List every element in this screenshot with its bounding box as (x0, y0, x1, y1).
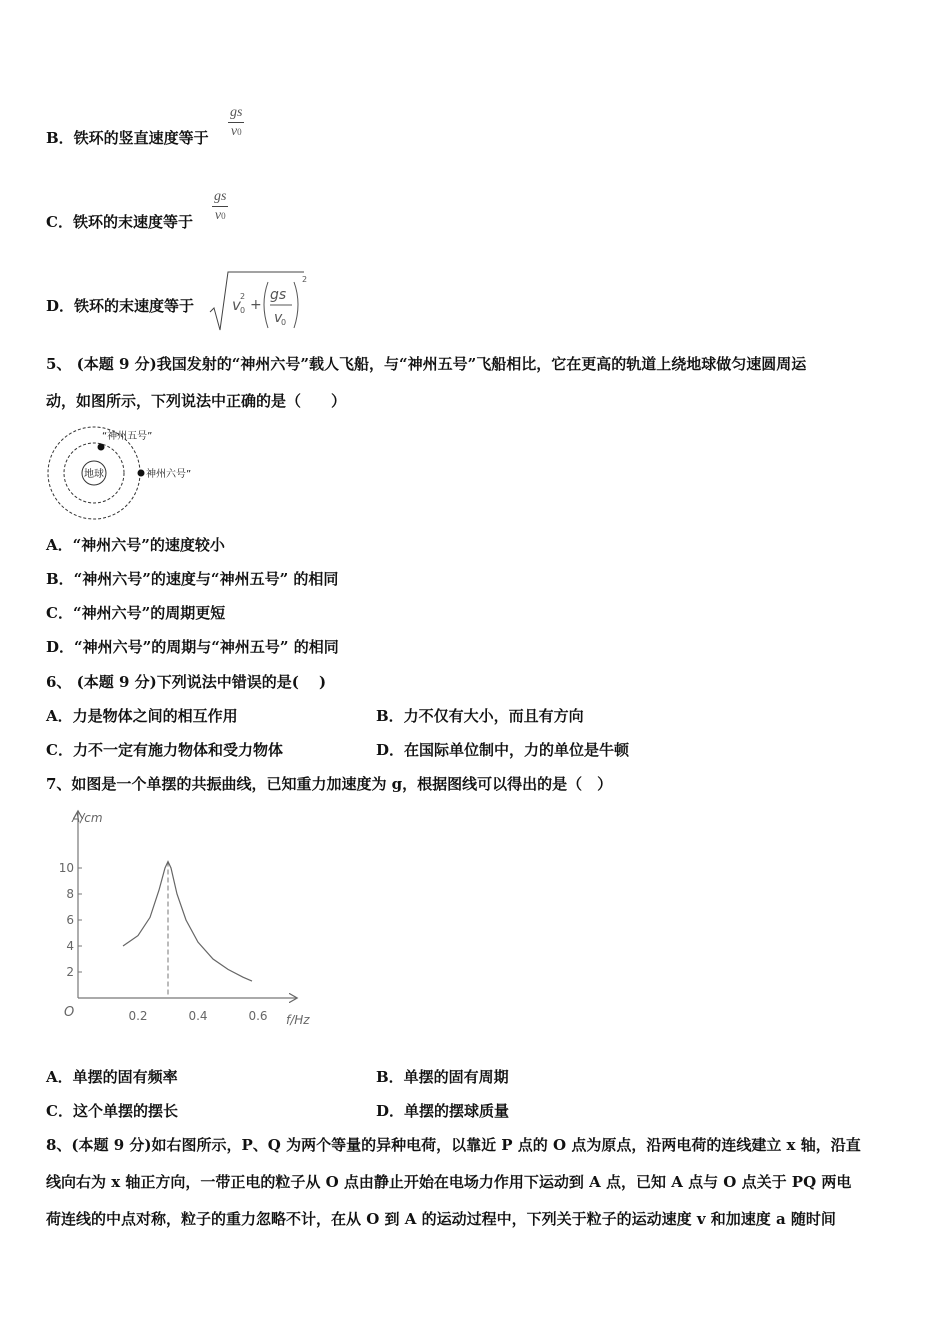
q6-option-a: A．力是物体之间的相互作用 (46, 707, 238, 725)
shenzhou5-label: “神州五号” (102, 431, 153, 442)
inner-frac-num: gs (270, 287, 287, 303)
outer-sup: 2 (302, 275, 308, 284)
origin-label: O (64, 1005, 75, 1020)
q4-option-d: D．铁环的末速度等于 (46, 297, 195, 315)
q6-stem: 6、 (本题 9 分)下列说法中错误的是( ) (46, 673, 327, 691)
q8-stem-line2: 线向右为 x 轴正方向，一带正电的粒子从 O 点由静止开始在电场力作用下运动到 A 点，已知 A 点与 O 点关于 PQ 两电 (46, 1173, 852, 1191)
sqrt-plus: + (250, 297, 262, 313)
sqrt-v-sup: 2 (240, 292, 246, 301)
q8-stem-line3: 荷连线的中点对称，粒子的重力忽略不计，在从 O 到 A 的运动过程中，下列关于粒子的运动速度 v 和加速度 a 随时间 (46, 1210, 836, 1228)
fraction-denominator: v0 (230, 124, 242, 139)
q7-option-c: C．这个单摆的摆长 (46, 1102, 178, 1120)
q5-option-c: C．“神州六号”的周期更短 (46, 604, 226, 622)
x-axis-label: f/Hz (286, 1013, 310, 1027)
fraction-numerator: gs (228, 104, 244, 123)
shenzhou6-label: 神州六号” (146, 469, 192, 480)
x-tick-label: 0.6 (248, 1009, 268, 1023)
earth-label: 地球 (84, 469, 104, 480)
resonance-curve (123, 862, 252, 982)
q8-stem-line1: 8、(本题 9 分)如右图所示，P、Q 为两个等量的异种电荷，以靠近 P 点的 O 点为原点，沿两电荷的连线建立 x 轴，沿直 (46, 1136, 861, 1154)
q5-stem-line2: 动，如图所示，下列说法中正确的是（ ） (46, 392, 347, 410)
q4-option-c: C．铁环的末速度等于 (46, 213, 193, 231)
q7-option-d: D．单摆的摆球质量 (376, 1102, 510, 1120)
q5-option-b: B．“神州六号”的速度与“神州五号” 的相同 (46, 570, 339, 588)
q5-stem-line1: 5、 (本题 9 分)我国发射的“神州六号”载人飞船，与“神州五号”飞船相比，它在更高的轨道上绕地球做匀速圆周运 (46, 355, 807, 373)
q4-option-b-fraction (228, 104, 244, 141)
x-tick-label: 0.4 (188, 1009, 208, 1023)
shenzhou5-dot (98, 444, 105, 451)
y-tick-label: 10 (58, 861, 74, 875)
shenzhou6-dot (138, 470, 145, 477)
sqrt-expression (208, 268, 318, 336)
y-tick-label: 2 (66, 965, 74, 979)
q4-option-c-fraction (212, 188, 228, 225)
q5-option-a: A．“神州六号”的速度较小 (46, 536, 225, 554)
y-tick-label: 6 (66, 913, 74, 927)
fraction-numerator: gs (212, 188, 228, 207)
sqrt-v-sub: 0 (240, 306, 246, 315)
inner-frac-den: v (274, 310, 283, 326)
orbit-figure (44, 424, 224, 524)
y-tick-label: 4 (66, 939, 74, 953)
q5-option-d: D．“神州六号”的周期与“神州五号” 的相同 (46, 638, 339, 656)
resonance-chart (56, 806, 326, 1036)
q6-option-b: B．力不仅有大小，而且有方向 (376, 707, 584, 725)
y-axis-label: A/cm (72, 811, 103, 825)
left-paren (264, 282, 268, 328)
inner-frac-den-sub: 0 (281, 318, 287, 327)
q6-option-d: D．在国际单位制中，力的单位是牛顿 (376, 741, 630, 759)
y-tick-label: 8 (66, 887, 74, 901)
q4-option-b: B．铁环的竖直速度等于 (46, 129, 209, 147)
x-tick-label: 0.2 (128, 1009, 148, 1023)
right-paren (294, 282, 298, 328)
fraction-denominator: v0 (214, 208, 226, 223)
q7-option-b: B．单摆的固有周期 (376, 1068, 509, 1086)
sqrt-v: v (232, 296, 241, 314)
q7-stem: 7、如图是一个单摆的共振曲线，已知重力加速度为 g，根据图线可以得出的是（ ） (46, 775, 613, 793)
q6-option-c: C．力不一定有施力物体和受力物体 (46, 741, 283, 759)
q7-option-a: A．单摆的固有频率 (46, 1068, 178, 1086)
